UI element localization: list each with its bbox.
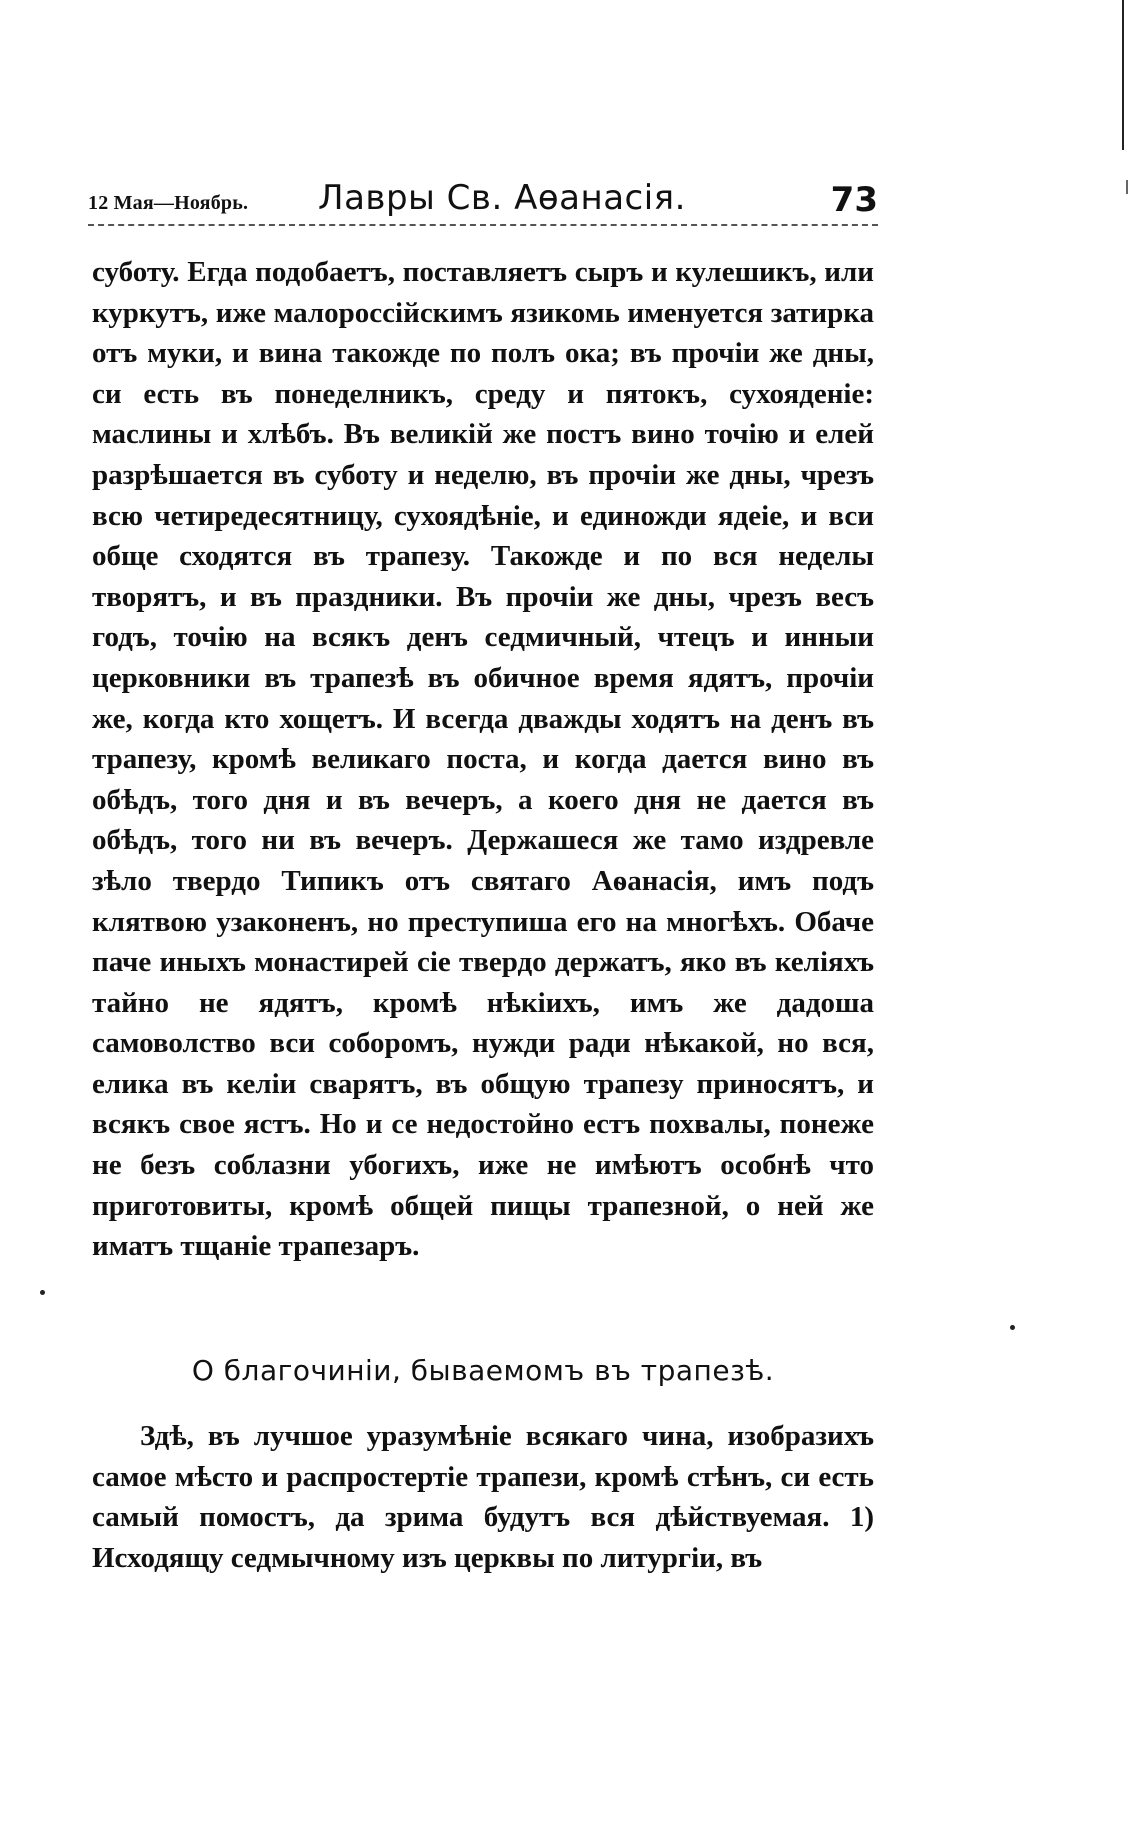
main-text (92, 252, 874, 1267)
second-text-block (92, 1416, 874, 1578)
print-speck (40, 1290, 45, 1295)
page-edge-rule (1122, 0, 1124, 150)
header-title: Лавры Св. Аѳанасія. (318, 178, 686, 218)
running-header (88, 178, 878, 228)
header-date-range: 12 Мая—Ноябрь. (88, 192, 249, 214)
header-rule (88, 224, 878, 226)
print-speck (1010, 1325, 1015, 1330)
page-edge-mark (1126, 180, 1128, 194)
page-number: 73 (830, 180, 878, 220)
section-heading: О благочиніи, бываемомъ въ трапезѣ. (191, 1354, 775, 1387)
paragraph-2: Здѣ, въ лучшое уразумѣніе всякаго чина, изобразихъ самое мѣсто и распростертіе трапези, кромѣ стѣнъ, си есть самый помостъ, да зрима будутъ вся дѣйствуемая. 1) Исходящу седмычному изъ церквы по литургіи, въ (92, 1420, 874, 1574)
paragraph-1: суботу. Егда подобаетъ, поставляетъ сыръ и кулешикъ, или куркутъ, иже малороссійскимъ язикомь именуется затирка отъ муки, и вина такожде по полъ ока; въ прочіи же дны, си есть въ понеделникъ, среду и пятокъ, сухояденіе: маслины и хлѣбъ. Въ великій же постъ вино точію и елей разрѣшается въ суботу и неделю, въ прочіи же дны, чрезъ всю четиредесятницу, сухоядѣніе, и единожди ядеіе, и вси обще сходятся въ трапезу. Такожде и по вся неделы творятъ, и въ праздники. Въ прочіи же дны, чрезъ весъ годъ, точію на всякъ денъ седмичный, чтецъ и инныи церковники въ трапезѣ въ обичное время ядятъ, прочіи же, когда кто хощетъ. И всегда дважды ходятъ на денъ въ трапезу, кромѣ великаго поста, и когда дается вино въ обѣдъ, того дня и въ вечеръ, а коего дня не дается въ обѣдъ, того ни въ вечеръ. Держашеся же тамо издревле зѣло твердо Типикъ отъ святаго Аѳанасія, имъ подъ клятвою узаконенъ, но преступиша его на многѣхъ. Обаче паче иныхъ монастирей сіе твердо держатъ, яко въ келіяхъ тайно не ядятъ, кромѣ нѣкіихъ, имъ же дадоша самоволство вси соборомъ, нужди ради нѣкакой, но вся, елика въ келіи сварятъ, въ общую трапезу приносятъ, и всякъ свое ястъ. Но и се недостойно естъ похвалы, понеже не безъ соблазни убогихъ, иже не имѣютъ особнѣ что приготовиты, кромѣ общей пищы трапезной, о ней же иматъ тщаніе трапезаръ. (92, 256, 874, 1263)
